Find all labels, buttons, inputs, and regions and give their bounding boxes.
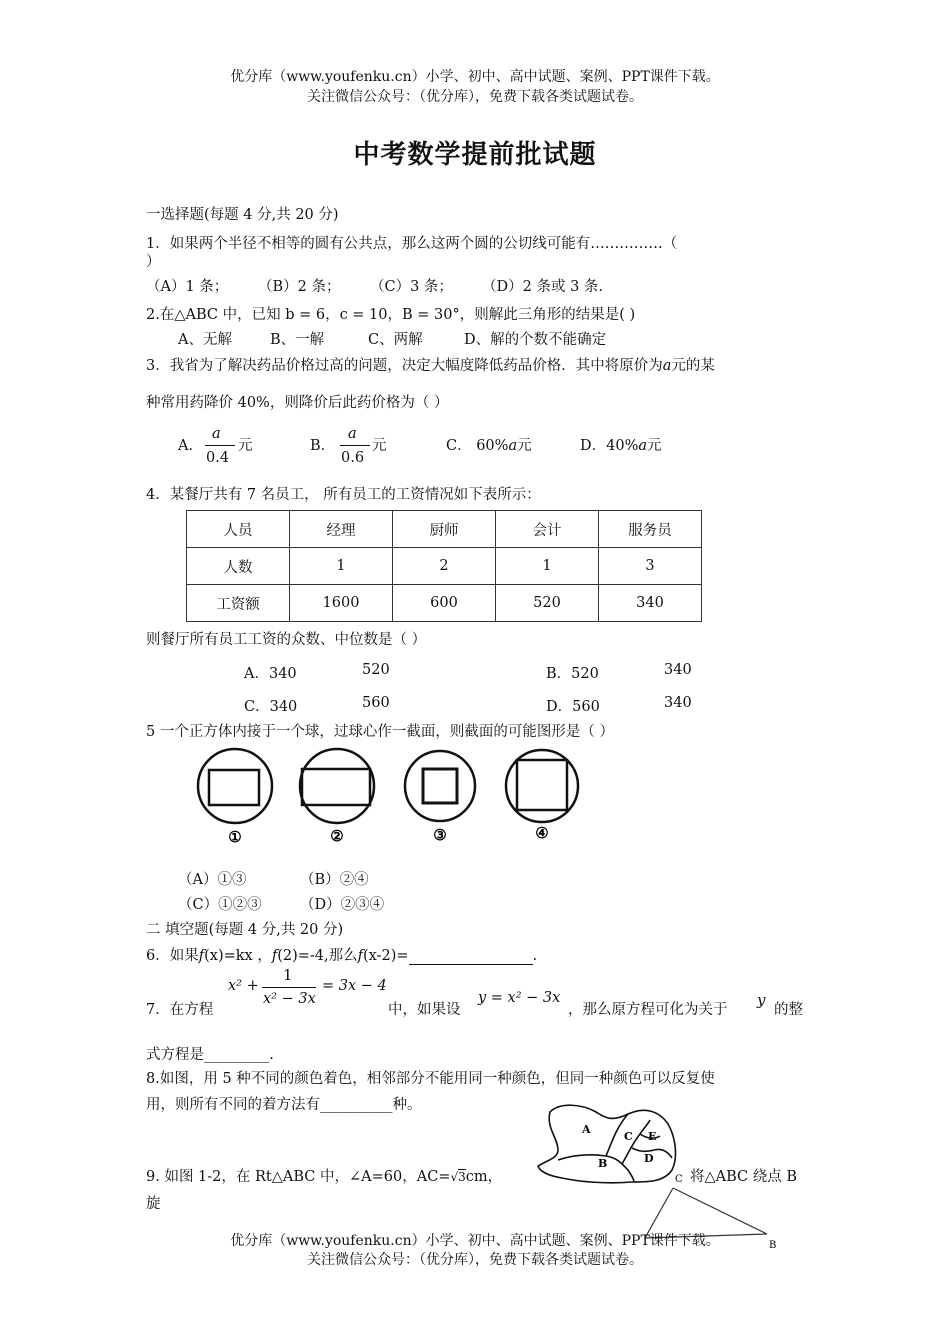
page-header-line1: 优分库（www.youfenku.cn）小学、初中、高中试题、案例、PPT课件下载。: [230, 69, 720, 85]
q4-option-d-label: D．560: [546, 699, 600, 715]
q4-option-b-value: 340: [664, 662, 692, 678]
q2-option-d: D、解的个数不能确定: [464, 332, 607, 348]
q3-var-a: a: [662, 358, 672, 374]
figure-label-4: ④: [535, 824, 549, 842]
q6-func-3: f: [357, 948, 364, 964]
q6-end: .: [532, 948, 538, 964]
q7-text-2: 中，如果设: [388, 1002, 461, 1018]
q3-stem-line2: 种常用药降价 40%，则降价后此药价格为（ ）: [146, 395, 449, 411]
page-footer-line2: 关注微信公众号：（优分库），免费下载各类试题试卷。: [307, 1252, 643, 1268]
q7-substitution: y = x² − 3x: [478, 990, 561, 1006]
q7-equation-denominator: x² − 3x: [263, 991, 316, 1007]
table-cell: 人员: [187, 511, 290, 548]
q1-option-d: （D）2 条或 3 条.: [482, 279, 604, 295]
q1-option-c: （C）3 条；: [370, 279, 453, 295]
q3-option-b-denominator: 0.6: [341, 450, 365, 466]
q2-option-a: A、无解: [178, 332, 232, 348]
wage-table: [186, 510, 702, 622]
table-cell: 3: [599, 548, 702, 585]
q3-option-c-unit: 元: [517, 438, 532, 454]
map-label-c: C: [624, 1130, 633, 1143]
q3-option-c-var: a: [508, 438, 518, 454]
q3-option-b-numerator: a: [348, 426, 357, 442]
q1-stem-end: ）: [146, 254, 161, 270]
q6-stem: [146, 944, 537, 965]
q1-stem: 1．如果两个半径不相等的圆有公共点，那么这两个圆的公切线可能有……………（: [146, 236, 678, 252]
q1-option-b: （B）2 条；: [258, 279, 341, 295]
q3-stem-line1: [146, 354, 715, 375]
q4-option-d-value: 340: [664, 695, 692, 711]
q8-line1: 8.如图，用 5 种不同的颜色着色，相邻部分不能用同一种颜色，但同一种颜色可以反复使: [146, 1071, 715, 1087]
map-label-a: A: [582, 1123, 591, 1136]
section2-heading: 二 填空题(每题 4 分,共 20 分): [146, 922, 344, 938]
q7-text-3: ，那么原方程可化为关于: [568, 1002, 728, 1018]
q4-question: 则餐厅所有员工工资的众数、中位数是（ ）: [146, 632, 427, 648]
table-cell: 600: [393, 585, 496, 622]
q5-option-d: （D）②③④: [300, 897, 385, 913]
q9-text-1: 9. 如图 1-2，在 Rt△ABC 中，∠A=60，AC=: [146, 1169, 451, 1185]
q5-option-c: （C）①②③: [178, 897, 262, 913]
map-label-b: B: [598, 1157, 608, 1170]
figure-label-1: ①: [228, 828, 242, 846]
table-cell: 1600: [290, 585, 393, 622]
q3-option-a-unit: 元: [238, 438, 253, 454]
q6-text-3: (2)=-4,那么: [277, 948, 358, 964]
q7-line2: 式方程是_________.: [146, 1047, 274, 1063]
table-cell: 工资额: [187, 585, 290, 622]
q3-stem-text: 3．我省为了解决药品价格过高的问题，决定大幅度降低药品价格．其中将原价为: [146, 358, 663, 374]
q7-equation-numerator: 1: [283, 966, 293, 984]
q3-option-b-unit: 元: [372, 438, 387, 454]
q2-stem: 2.在△ABC 中，已知 b = 6，c = 10，B = 30°，则解此三角形的结果是( ): [146, 307, 636, 323]
cross-section-figures: [190, 742, 590, 847]
q1-option-a: （A）1 条；: [146, 279, 229, 295]
q6-func-1: f: [198, 948, 205, 964]
table-cell: 会计: [496, 511, 599, 548]
q5-option-a: （A）①③: [178, 872, 247, 888]
q9-text-3: 将△ABC 绕点 B: [690, 1169, 798, 1185]
q7-equation-right: = 3x − 4: [322, 978, 387, 994]
triangle-label-c: C: [675, 1174, 683, 1185]
figure-label-2: ②: [330, 827, 344, 845]
q3-option-b-label: B．: [310, 438, 336, 454]
map-label-e: E: [648, 1130, 657, 1143]
q5-stem: 5 一个正方体内接于一个球，过球心作一截面，则截面的可能图形是（ ）: [146, 724, 614, 740]
q3-option-b-fraction-bar: [340, 445, 370, 446]
q7-fraction-bar: [262, 987, 316, 988]
q6-text-2: (x)=kx ，: [204, 948, 272, 964]
q4-option-c-label: C．340: [244, 699, 298, 715]
q7-text-1: 7．在方程: [146, 1002, 214, 1018]
table-row: [187, 585, 702, 622]
q4-option-b-label: B．520: [546, 666, 599, 682]
q3-option-a-numerator: a: [212, 426, 221, 442]
q5-option-b: （B）②④: [300, 872, 369, 888]
q4-stem: 4．某餐厅共有 7 名员工， 所有员工的工资情况如下表所示：: [146, 487, 541, 503]
q3-stem-end: 元的某: [671, 358, 715, 374]
q7-var-y: y: [757, 991, 766, 1009]
table-cell: 520: [496, 585, 599, 622]
q3-option-d: [580, 434, 662, 455]
q8-line2: 用，则所有不同的着方法有__________种。: [146, 1097, 422, 1113]
q3-option-d-unit: 元: [647, 438, 662, 454]
q3-option-c-text: C． 60%: [446, 438, 509, 454]
q4-option-a-label: A．340: [244, 666, 297, 682]
q6-text-1: 6．如果: [146, 948, 199, 964]
q3-option-d-var: a: [638, 438, 648, 454]
table-cell: 1: [496, 548, 599, 585]
q9-text-2: cm，: [465, 1169, 503, 1185]
q3-option-a-denominator: 0.4: [206, 450, 230, 466]
table-row: [187, 548, 702, 585]
q6-answer-blank[interactable]: [409, 948, 533, 965]
q7-equation-left: x² +: [228, 978, 259, 994]
q4-option-c-value: 560: [362, 695, 390, 711]
table-cell: 2: [393, 548, 496, 585]
page-footer-line1: 优分库（www.youfenku.cn）小学、初中、高中试题、案例、PPT课件下载。: [230, 1233, 720, 1249]
figure-label-3: ③: [433, 826, 447, 844]
q4-option-a-value: 520: [362, 662, 390, 678]
map-label-d: D: [644, 1152, 654, 1165]
q3-option-d-text: D．40%: [580, 438, 639, 454]
q9-sqrt: √3: [450, 1170, 466, 1184]
table-cell: 1: [290, 548, 393, 585]
triangle-label-b: B: [769, 1240, 777, 1251]
q3-option-a-label: A．: [178, 438, 203, 454]
table-cell: 厨师: [393, 511, 496, 548]
q9-text: [146, 1165, 502, 1186]
q2-option-c: C、两解: [368, 332, 423, 348]
q2-option-b: B、一解: [270, 332, 325, 348]
q3-option-c: [446, 434, 532, 455]
table-cell: 经理: [290, 511, 393, 548]
q9-line2: 旋: [146, 1196, 161, 1212]
table-cell: 服务员: [599, 511, 702, 548]
q3-option-a-fraction-bar: [205, 445, 235, 446]
table-row: [187, 511, 702, 548]
q9-sqrt-radicand: 3: [458, 1170, 466, 1184]
table-cell: 人数: [187, 548, 290, 585]
q6-text-4: (x-2)=: [363, 948, 409, 964]
q7-text-4: 的整: [774, 1002, 803, 1018]
q6-func-2: f: [271, 948, 278, 964]
section1-heading: 一选择题(每题 4 分,共 20 分): [146, 207, 339, 223]
page-header-line2: 关注微信公众号：（优分库），免费下载各类试题试卷。: [307, 89, 643, 105]
table-cell: 340: [599, 585, 702, 622]
page-title: 中考数学提前批试题: [353, 140, 597, 170]
